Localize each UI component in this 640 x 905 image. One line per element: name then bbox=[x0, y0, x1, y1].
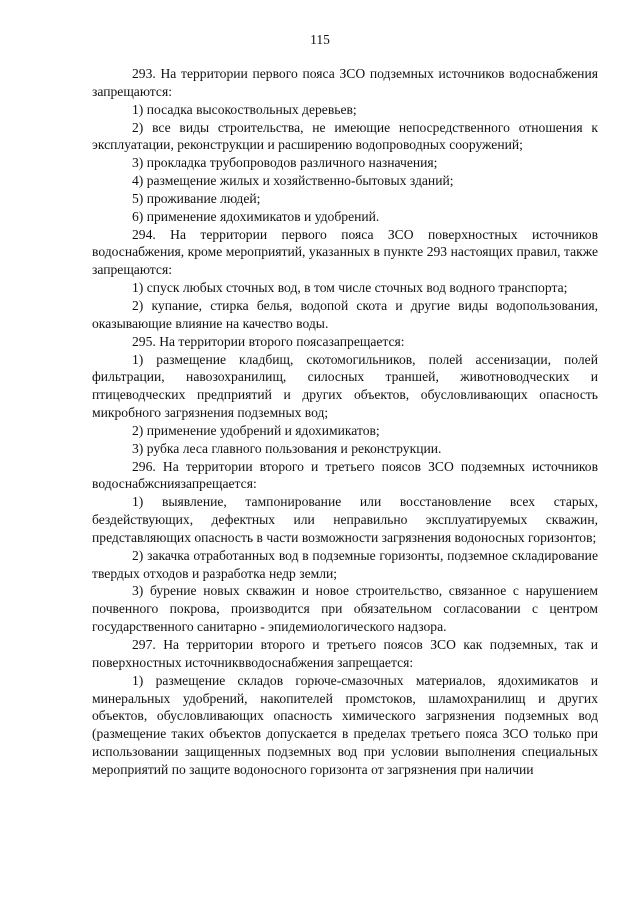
list-item-293-2: 2) все виды строительства, не имеющие непосредственного отношения к эксплуатации, реконструкции и расширению водопроводных сооружений; bbox=[92, 119, 598, 153]
list-item-293-3: 3) прокладка трубопроводов различного назначения; bbox=[132, 155, 438, 171]
paragraph-293: 293. На территории первого пояса ЗСО подземных источников водоснабжения запрещаются: bbox=[92, 66, 598, 99]
document-body bbox=[92, 65, 598, 779]
list-item-296-2: 2) закачка отработанных вод в подземные горизонты, подземное складирование твердых отходов и разработка недр земли; bbox=[92, 547, 598, 581]
list-item-293-1: 1) посадка высокоствольных деревьев; bbox=[132, 101, 357, 117]
list-item-295-1: 1) размещение кладбищ, скотомогильников, полей ассенизации, полей фильтрации, навозохранилищ, силосных траншей, животноводческих и птицеводческих предприятий и других объектов, обусловливающих опасность микробного загрязнения подземных вод; bbox=[92, 351, 598, 421]
page-number: 115 bbox=[310, 32, 330, 47]
list-item-296-1: 1) выявление, тампонирование или восстановление всех старых, бездействующих, дефектных или неправильно эксплуатируемых скважин, представляющих опасность в части возможности загрязнения водоносных горизонтов; bbox=[92, 494, 598, 545]
list-item-294-2: 2) купание, стирка белья, водопой скота и другие виды водопользования, оказывающие влияние на качество воды. bbox=[92, 297, 598, 331]
paragraph-296: 296. На территории второго и третьего поясов ЗСО подземных источников водоснабжсниязапрещается: bbox=[92, 458, 598, 492]
list-item-293-4: 4) размещение жилых и хозяйственно-бытовых зданий; bbox=[132, 173, 454, 189]
list-item-294-1: 1) спуск любых сточных вод, в том числе сточных вод водного транспорта; bbox=[132, 280, 568, 296]
paragraph-295: 295. На территории второго поясазапрещается: bbox=[132, 333, 405, 349]
paragraph-297: 297. На территории второго и третьего поясов ЗСО как подземных, так и поверхностных источниквводоснабжения запрещается: bbox=[92, 637, 598, 670]
list-item-293-6: 6) применение ядохимикатов и удобрений. bbox=[132, 208, 380, 224]
list-item-293-5: 5) проживание людей; bbox=[132, 190, 261, 206]
paragraph-294: 294. На территории первого пояса ЗСО поверхностных источников водоснабжения, кроме мероприятий, указанных в пункте 293 настоящих правил, также запрещаются: bbox=[92, 226, 598, 278]
list-item-295-3: 3) рубка леса главного пользования и реконструкции. bbox=[132, 440, 442, 456]
list-item-297-1: 1) размещение складов горюче-смазочных материалов, ядохимикатов и минеральных удобрений, накопителей промстоков, шламохранилищ и других объектов, обусловливающих опасность химического загрязнения подземных вод (размещение таких объектов допускается в пределах третьего пояса ЗСО только при использовании защищенных подземных вод при условии выполнения специальных мероприятий по защите водоносного горизонта от загрязнения при наличии bbox=[92, 672, 598, 777]
list-item-296-3: 3) бурение новых скважин и новое строительство, связанное с нарушением почвенного покрова, производится при обязательном согласовании с центром государственного санитарно - эпидемиологического надзора. bbox=[92, 583, 598, 635]
list-item-295-2: 2) применение удобрений и ядохимикатов; bbox=[132, 422, 380, 438]
